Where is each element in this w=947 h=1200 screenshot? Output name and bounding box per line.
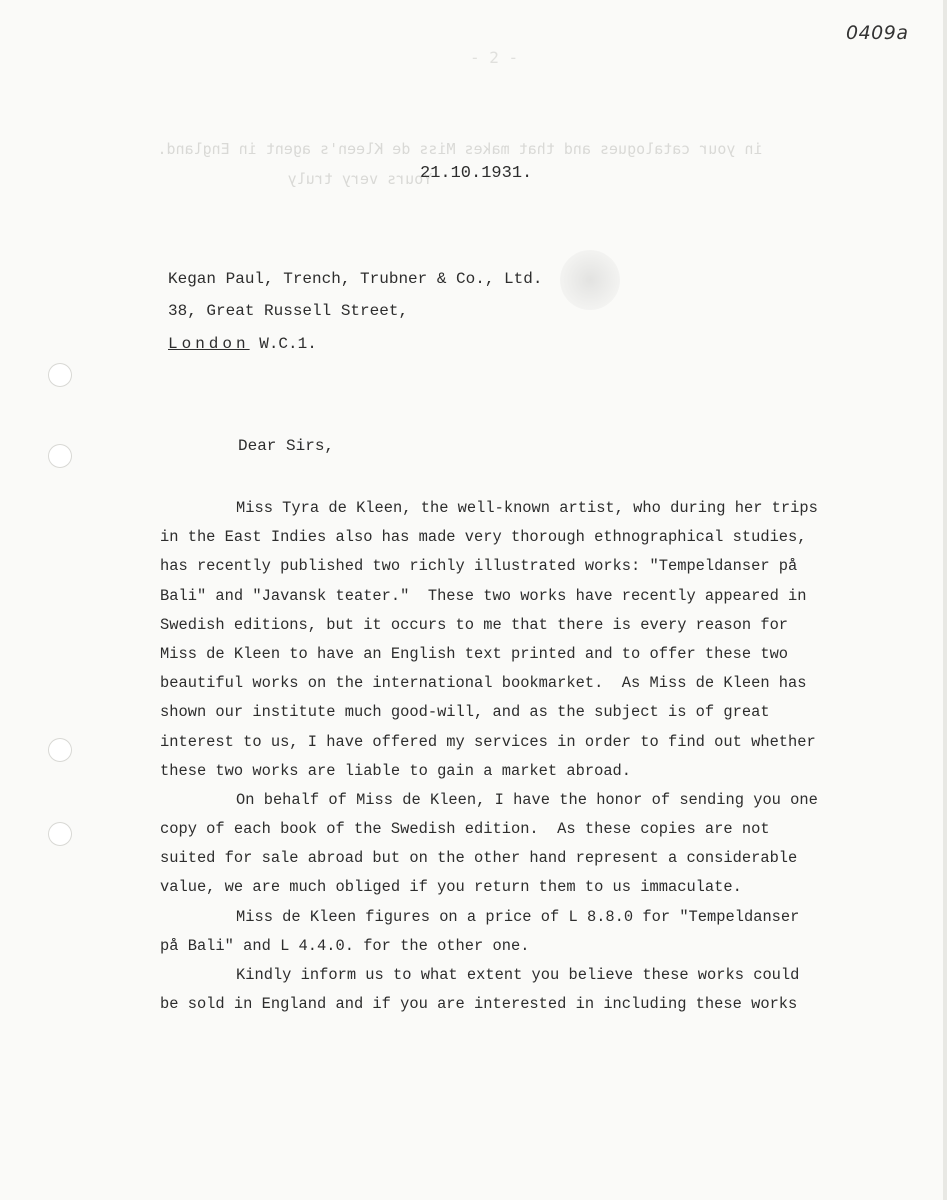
punch-hole-3 <box>48 738 72 762</box>
body-line: in the East Indies also has made very thorough ethnographical studies, <box>160 528 807 547</box>
letter-date: 21.10.1931. <box>420 164 533 183</box>
body-line: beautiful works on the international bookmarket. As Miss de Kleen has <box>160 674 807 693</box>
recipient-street: 38, Great Russell Street, <box>168 302 409 320</box>
recipient-city-line <box>168 335 317 353</box>
body-line: interest to us, I have offered my services in order to find out whether <box>160 732 816 751</box>
salutation: Dear Sirs, <box>238 437 335 455</box>
recipient-name: Kegan Paul, Trench, Trubner & Co., Ltd. <box>168 270 543 288</box>
recipient-city: London <box>168 335 250 353</box>
body-line: these two works are liable to gain a market abroad. <box>160 761 632 780</box>
body-line: copy of each book of the Swedish edition. As these copies are not <box>160 820 770 839</box>
body-line: Miss Tyra de Kleen, the well-known artist, who during her trips <box>236 499 818 517</box>
body-line: be sold in England and if you are interested in including these works <box>160 995 798 1014</box>
paper-edge <box>943 0 947 1200</box>
punch-hole-2 <box>48 444 72 468</box>
ink-smudge <box>560 250 620 310</box>
punch-hole-4 <box>48 822 72 846</box>
body-line: shown our institute much good-will, and as the subject is of great <box>160 703 770 722</box>
body-line: Kindly inform us to what extent you believe these works could <box>236 966 800 984</box>
body-line: suited for sale abroad but on the other hand represent a considerable <box>160 849 798 868</box>
body-line: Bali" and "Javansk teater." These two works have recently appeared in <box>160 586 807 605</box>
body-line: value, we are much obliged if you return them to us immaculate. <box>160 878 742 897</box>
body-line: på Bali" and L 4.4.0. for the other one. <box>160 936 530 955</box>
body-line: Miss de Kleen figures on a price of L 8.8.0 for "Tempeldanser <box>236 907 800 926</box>
body-line: Swedish editions, but it occurs to me that there is every reason for <box>160 615 789 634</box>
body-line: has recently published two richly illustrated works: "Tempeldanser på <box>160 557 798 576</box>
body-line: On behalf of Miss de Kleen, I have the honor of sending you one <box>236 790 818 809</box>
bleed-through-page-number: - 2 - <box>470 48 519 67</box>
punch-hole-1 <box>48 363 72 387</box>
bleed-through-line-1: in your catalogues and that makes Miss de Kleen's agent in England. <box>157 140 763 158</box>
bleed-through-line-2: Yours very truly <box>287 170 433 188</box>
archive-reference-number: 0409a <box>846 22 909 44</box>
body-line: Miss de Kleen to have an English text printed and to offer these two <box>160 644 789 663</box>
recipient-postal: W.C.1. <box>249 335 317 353</box>
letter-body <box>160 494 900 1019</box>
